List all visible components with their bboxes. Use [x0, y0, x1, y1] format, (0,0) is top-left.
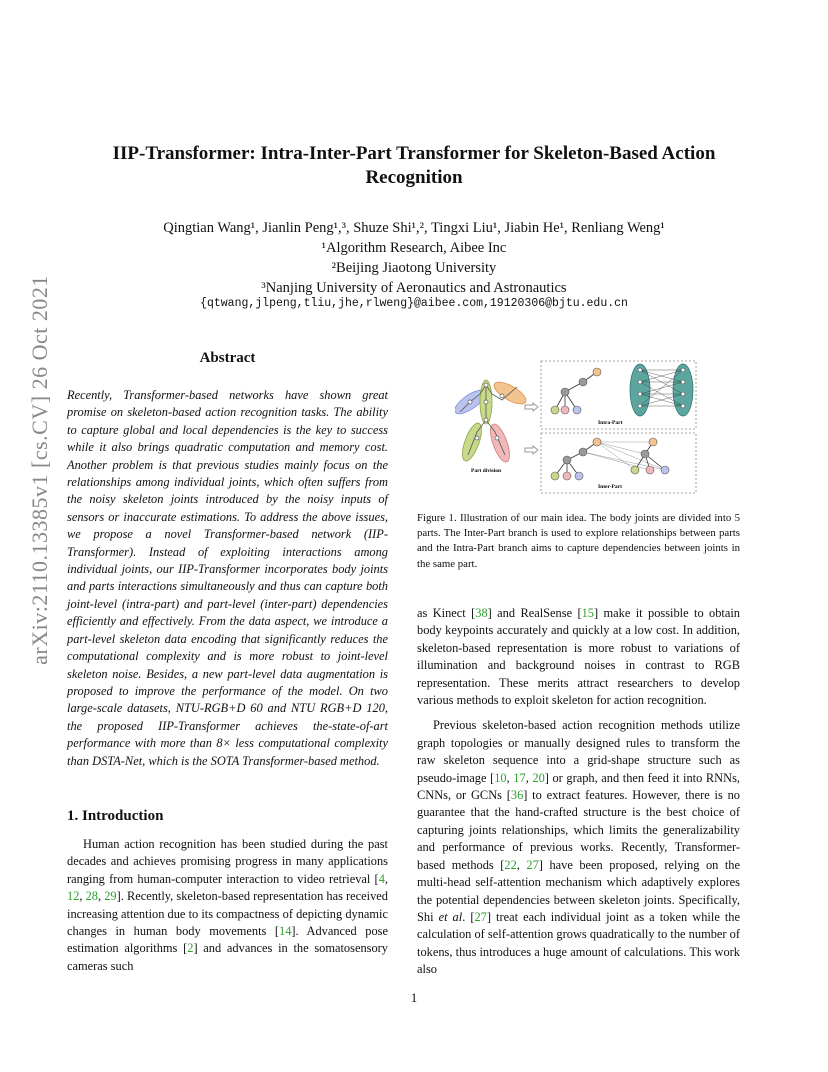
page-number: 1 — [410, 990, 418, 1005]
citation-link[interactable]: 29 — [104, 889, 117, 904]
text-run: ] and advances in the somatosensory cameras such — [67, 941, 388, 973]
citation-link[interactable]: 38 — [475, 606, 488, 620]
text-run: as Kinect [ — [417, 606, 476, 620]
citation-link[interactable]: 20 — [532, 770, 545, 785]
author-emails: {qtwang,jlpeng,tliu,jhe,rlweng}@aibee.com,19120306@bjtu.edu.cn — [200, 297, 628, 310]
figure-1-caption: Figure 1. Illustration of our main idea. The body joints are divided into 5 parts. The Inter-Part branch is used to explore relationships between parts and the Intra-Part branch aims to capture dependencies between joints in the same part. — [417, 512, 740, 570]
text-run: ]. Recently, skeleton-based representation has received increasing attention due to its compactness of depicting dynamic changes in human body movements [ — [67, 889, 388, 939]
affiliation-1: ¹Algorithm Research, Aibee Inc — [321, 240, 507, 256]
part-division-label: Part division — [471, 468, 502, 474]
arrows — [525, 403, 538, 454]
citation-link[interactable]: 36 — [510, 788, 524, 803]
arrow-right-icon — [525, 446, 538, 454]
arxiv-stamp — [22, 170, 58, 770]
paper-title — [70, 142, 758, 190]
citation-link[interactable]: 10 — [494, 770, 507, 785]
citation-link[interactable]: 27 — [526, 857, 539, 872]
citation-link[interactable]: 15 — [581, 606, 594, 620]
author-list: Qingtian Wang¹, Jianlin Peng¹,³, Shuze Shi¹,², Tingxi Liu¹, Jiabin He¹, Renliang Weng¹ — [163, 220, 665, 236]
text-run: Previous skeleton-based action recognition methods utilize graph topologies or manually designed rules to transform the raw skeleton sequence into a grid-shape structure such as pseudo-image [ — [417, 718, 740, 785]
intra-part-label: Intra-Part — [598, 420, 623, 426]
citation-link[interactable]: 17 — [513, 770, 526, 785]
text-run: Human action recognition has been studied during the past decades and achieves promising progress in many applications ranging from human-computer interaction to video retrieval [ — [67, 837, 388, 886]
abstract-text: Recently, Transformer-based networks have shown great promise on skeleton-based action recognition tasks. The ability to capture global and local dependencies is the key to success while it also brings quadratic computation and memory cost. Another problem is that previous studies mainly focus on the relationships among individual joints, which often suffers from the noisy skeleton joints introduced by the noisy inputs of sensors or inaccurate estimations. To address the above issues, we propose a novel Transformer-based network (IIP-Transformer). Instead of exploiting interactions among individual joints, our IIP-Transformer incorporates body joints and parts interactions simultaneously and thus can capture both joint-level (intra-part) and part-level (inter-part) dependencies efficiently and effectively. From the data aspect, we introduce a part-level skeleton data encoding that significantly reduces the computational complexity and is more robust to joint-level skeleton noise. Besides, a new part-level data augmentation is proposed to improve the performance of the model. On two large-scale datasets, NTU-RGB+D 60 and NTU RGB+D 120, the proposed IIP-Transformer achieves the-state-of-art performance with more than 8× less computational complexity than DSTA-Net, which is the SOTA Transformer-based method. — [67, 388, 388, 768]
text-run: ] and RealSense [ — [487, 606, 582, 620]
introduction-paragraph-1: Human action recognition has been studied during the past decades and achieves promising progress in many applications ranging from human-computer interaction to video retrieval [4, 12, 28, 29]. Recently, skeleton-based representation has received increasing attention due to its compactness of depicting dynamic changes in human body movements [14]. Advanced pose estimation algorithms [2] and advances in the somatosensory cameras such — [67, 837, 388, 973]
et-al: et al — [438, 909, 463, 924]
green-leg-part — [459, 421, 486, 463]
right-paragraph-1 — [417, 605, 740, 709]
citation-link[interactable]: 12 — [67, 889, 80, 904]
citation-link[interactable]: 4 — [378, 871, 385, 886]
citation-link[interactable]: 22 — [504, 857, 517, 872]
text-run: ] make it possible to obtain body keypoints accurately and quickly at a low cost. In addition, skeleton-based representation is more robust to variations of illumination and background noises in contrast to RGB representation. These merits attract researchers to develop various methods to exploit skeleton for action recognition. — [417, 606, 740, 708]
citation-link[interactable]: 14 — [279, 924, 292, 939]
inter-part-graph — [551, 438, 669, 490]
title-line-2: Recognition — [365, 167, 463, 188]
citation-link[interactable]: 28 — [85, 889, 98, 904]
text-run: . [ — [462, 909, 475, 924]
figure-1-diagram — [455, 360, 700, 495]
text-run: ]. Advanced pose estimation algorithms [ — [67, 924, 388, 956]
skeleton-part-division — [455, 378, 529, 474]
author-block — [60, 218, 768, 298]
citation-link[interactable]: 27 — [474, 909, 487, 924]
text-run: ] treat each individual joint as a token while the calculation of self-attention grows quadratically to the number of tokens, thus introduces a huge amount of calculations. This work also — [417, 909, 740, 977]
citation-link[interactable]: 2 — [187, 941, 194, 956]
abstract-heading: Abstract — [199, 350, 256, 366]
right-paragraph-2: Previous skeleton-based action recognition methods utilize graph topologies or manually designed rules to transform the raw skeleton sequence into a grid-shape structure such as pseudo-image [10, 17, 20] or graph, and then feed it into RNNs, CNNs, or GCNs [36] to extract features. However, there is no guarantee that the hand-crafted structure is the best choice of capturing joints relationships, which limits the generalizability and performance of previous works. Recently, Transformer-based methods [22, 27] have been proposed, relying on the multi-head self-attention mechanism which adaptively explores the potential dependencies between skeleton joints. Specifically, Shi et al. [27] treat each individual joint as a token while the calculation of self-attention grows quadratically to the number of tokens, thus introduces a huge amount of calculations. This work also — [417, 718, 740, 977]
title-line-1: IIP-Transformer: Intra-Inter-Part Transformer for Skeleton-Based Action — [112, 143, 716, 164]
arxiv-id: arXiv:2110.13385v1 [cs.CV] 26 Oct 2021 — [27, 275, 52, 665]
right-column-text — [417, 605, 740, 979]
text-run: ] have been proposed, relying on the multi-head self-attention mechanism which adaptively explores the potential dependencies between skeleton joints. Specifically, Shi — [417, 857, 740, 924]
text-run: ] or graph, and then feed it into RNNs, CNNs, or GCNs [ — [417, 770, 740, 803]
inter-part-label: Inter-Part — [598, 484, 622, 490]
intra-part-graph — [551, 364, 693, 426]
introduction-heading: 1. Introduction — [67, 808, 164, 824]
text-run: ] to extract features. However, there is no guarantee that the hand-crafted structure is the best choice of capturing joints relationships, which limits the generalizability and performance of previous works. Recently, Transformer-based methods [ — [417, 788, 740, 872]
arrow-right-icon — [525, 403, 538, 411]
affiliation-2: ²Beijing Jiaotong University — [331, 260, 497, 276]
figure-1 — [455, 360, 700, 495]
affiliation-3: ³Nanjing University of Aeronautics and Astronautics — [261, 280, 567, 296]
